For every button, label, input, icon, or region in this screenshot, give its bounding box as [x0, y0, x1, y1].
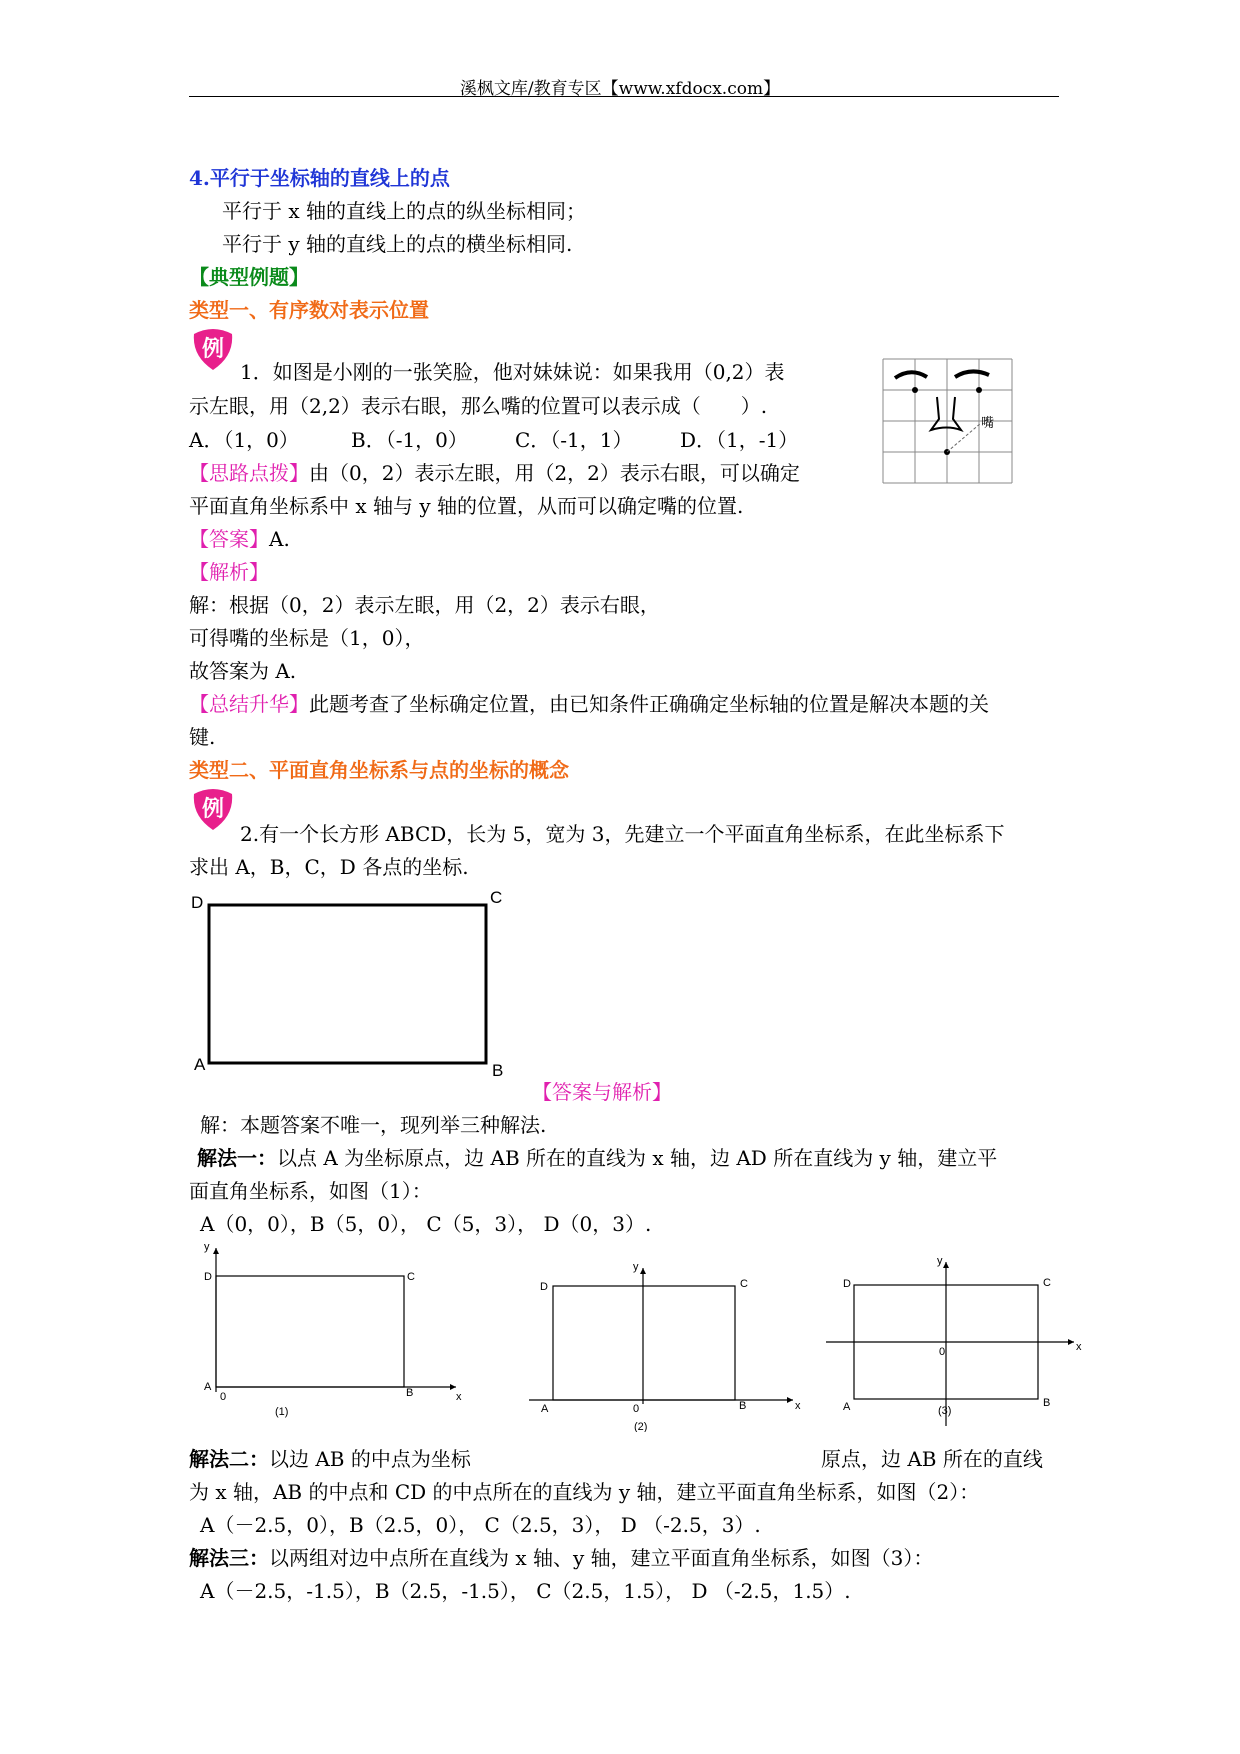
method-1-coords: A（0，0），B（5，0）， C（5，3）， D（0，3）.: [200, 1212, 652, 1236]
answer-line: [189, 525, 290, 553]
rect-label-a: A: [194, 1055, 206, 1074]
method-2-label: 解法二：: [189, 1447, 269, 1471]
method-2-text-a: 以边 AB 的中点为坐标: [269, 1447, 471, 1471]
rectangle-abcd-figure: [190, 888, 510, 1078]
q1-option-b: B．（-1，0）: [351, 428, 468, 452]
q1-option-a: A．（1，0）: [189, 428, 299, 452]
rect-label-c: C: [490, 888, 503, 907]
answer-text: A.: [269, 527, 290, 551]
fig2-origin: 0: [633, 1403, 640, 1415]
q1-option-c: C．（-1，1）: [515, 428, 633, 452]
fig1-axis-x: x: [456, 1391, 462, 1403]
method-1-label: 解法一：: [197, 1146, 277, 1170]
q2-line-2: 求出 A，B，C，D 各点的坐标.: [189, 855, 469, 879]
answer-analysis-tag: 【答案与解析】: [532, 1080, 672, 1104]
section-4-title: 4.平行于坐标轴的直线上的点: [189, 166, 450, 190]
method-3-label: 解法三：: [189, 1546, 269, 1570]
fig3-origin: 0: [939, 1346, 946, 1358]
fig1-label-b: B: [406, 1387, 414, 1399]
fig3-label-a: A: [843, 1401, 851, 1413]
fig3-axis-y: y: [937, 1255, 943, 1267]
fig3-axis-x: x: [1076, 1341, 1082, 1353]
fig2-label-c: C: [740, 1278, 748, 1290]
m-intro: 解：本题答案不唯一，现列举三种解法.: [200, 1113, 547, 1137]
hint-tag: 【思路点拨】: [189, 461, 309, 485]
coordinate-figure-1: [190, 1240, 470, 1420]
method-3-line-1: [189, 1544, 933, 1572]
answer-tag: 【答案】: [189, 527, 269, 551]
method-2-line-2: 为 x 轴，AB 的中点和 CD 的中点所在的直线为 y 轴，建立平面直角坐标系，如图（2）：: [189, 1480, 980, 1504]
method-3-coords: A（－2.5，-1.5），B（2.5，-1.5）， C（2.5，1.5）， D （-2.5，1.5）.: [200, 1579, 851, 1603]
coordinate-figure-2: [525, 1254, 810, 1432]
summary-line-2: 键.: [189, 725, 216, 749]
q1-line-1: 1．如图是小刚的一张笑脸，他对妹妹说：如果我用（0,2）表: [240, 360, 785, 384]
fig2-label-d: D: [540, 1281, 548, 1293]
method-3-text: 以两组对边中点所在直线为 x 轴、y 轴，建立平面直角坐标系，如图（3）：: [269, 1546, 934, 1570]
rect-label-d: D: [191, 893, 204, 912]
face-grid-figure: [881, 357, 1014, 485]
analysis-tag: 【解析】: [189, 560, 269, 584]
q1-option-d: D．（1，-1）: [680, 428, 799, 452]
fig2-caption: (2): [634, 1421, 648, 1432]
type-2-title: 类型二、平面直角坐标系与点的坐标的概念: [189, 758, 569, 782]
typical-examples-heading: 【典型例题】: [189, 265, 309, 289]
fig1-axis-y: y: [204, 1241, 210, 1253]
fig1-caption: (1): [275, 1406, 289, 1418]
summary-tag: 【总结升华】: [189, 692, 309, 716]
hint-line-1: [189, 459, 800, 487]
page-header: 溪枫文库/教育专区【www.xfdocx.com】: [459, 79, 781, 99]
fig1-label-c: C: [407, 1271, 415, 1283]
solution-line-3: 故答案为 A.: [189, 659, 297, 683]
example-badge-icon: [190, 326, 236, 372]
method-2-coords: A（－2.5，0），B（2.5，0）， C（2.5，3）， D （-2.5，3）.: [200, 1513, 761, 1537]
summary-text: 此题考查了坐标确定位置，由已知条件正确确定坐标轴的位置是解决本题的关: [309, 692, 989, 716]
header-divider: [189, 96, 1059, 97]
fig1-label-a: A: [204, 1381, 212, 1393]
method-2-text-b: 原点，边 AB 所在的直线: [821, 1447, 1043, 1471]
type-1-title: 类型一、有序数对表示位置: [189, 298, 429, 322]
fig1-origin: 0: [220, 1391, 227, 1403]
q2-line-1: 2.有一个长方形 ABCD，长为 5，宽为 3，先建立一个平面直角坐标系，在此坐标系下: [240, 822, 1005, 846]
sec4-line-2: 平行于 y 轴的直线上的点的横坐标相同.: [222, 232, 573, 256]
summary-line-1: [189, 690, 989, 718]
method-1-line-2: 面直角坐标系，如图（1）：: [189, 1179, 432, 1203]
fig3-caption: (3): [938, 1405, 952, 1417]
hint-text: 由（0，2）表示左眼，用（2，2）表示右眼，可以确定: [309, 461, 800, 485]
fig2-axis-y: y: [633, 1261, 639, 1273]
solution-line-1: 解：根据（0，2）表示左眼，用（2，2）表示右眼，: [189, 593, 660, 617]
q1-line-2: 示左眼，用（2,2）表示右眼，那么嘴的位置可以表示成（ ）.: [189, 394, 768, 418]
method-2-line-1a: [189, 1445, 471, 1473]
fig1-label-d: D: [204, 1271, 212, 1283]
face-label-mouth: 嘴: [981, 415, 995, 430]
fig2-axis-x: x: [795, 1400, 801, 1412]
fig3-label-c: C: [1043, 1277, 1051, 1289]
hint-line-2: 平面直角坐标系中 x 轴与 y 轴的位置，从而可以确定嘴的位置.: [189, 494, 744, 518]
method-1-line-1: [197, 1144, 997, 1172]
fig2-label-b: B: [739, 1400, 747, 1412]
solution-line-2: 可得嘴的坐标是（1，0），: [189, 626, 425, 650]
sec4-line-1: 平行于 x 轴的直线上的点的纵坐标相同；: [222, 199, 586, 223]
example-badge-icon: [190, 786, 236, 832]
badge-text: 例: [201, 336, 225, 361]
fig3-label-d: D: [843, 1278, 851, 1290]
badge-text: 例: [201, 796, 225, 821]
rect-label-b: B: [492, 1061, 504, 1078]
method-1-text: 以点 A 为坐标原点，边 AB 所在的直线为 x 轴，边 AD 所在直线为 y 轴，建立平: [277, 1146, 998, 1170]
coordinate-figure-3: [822, 1254, 1084, 1432]
fig3-label-b: B: [1043, 1397, 1051, 1409]
fig2-label-a: A: [541, 1403, 549, 1415]
